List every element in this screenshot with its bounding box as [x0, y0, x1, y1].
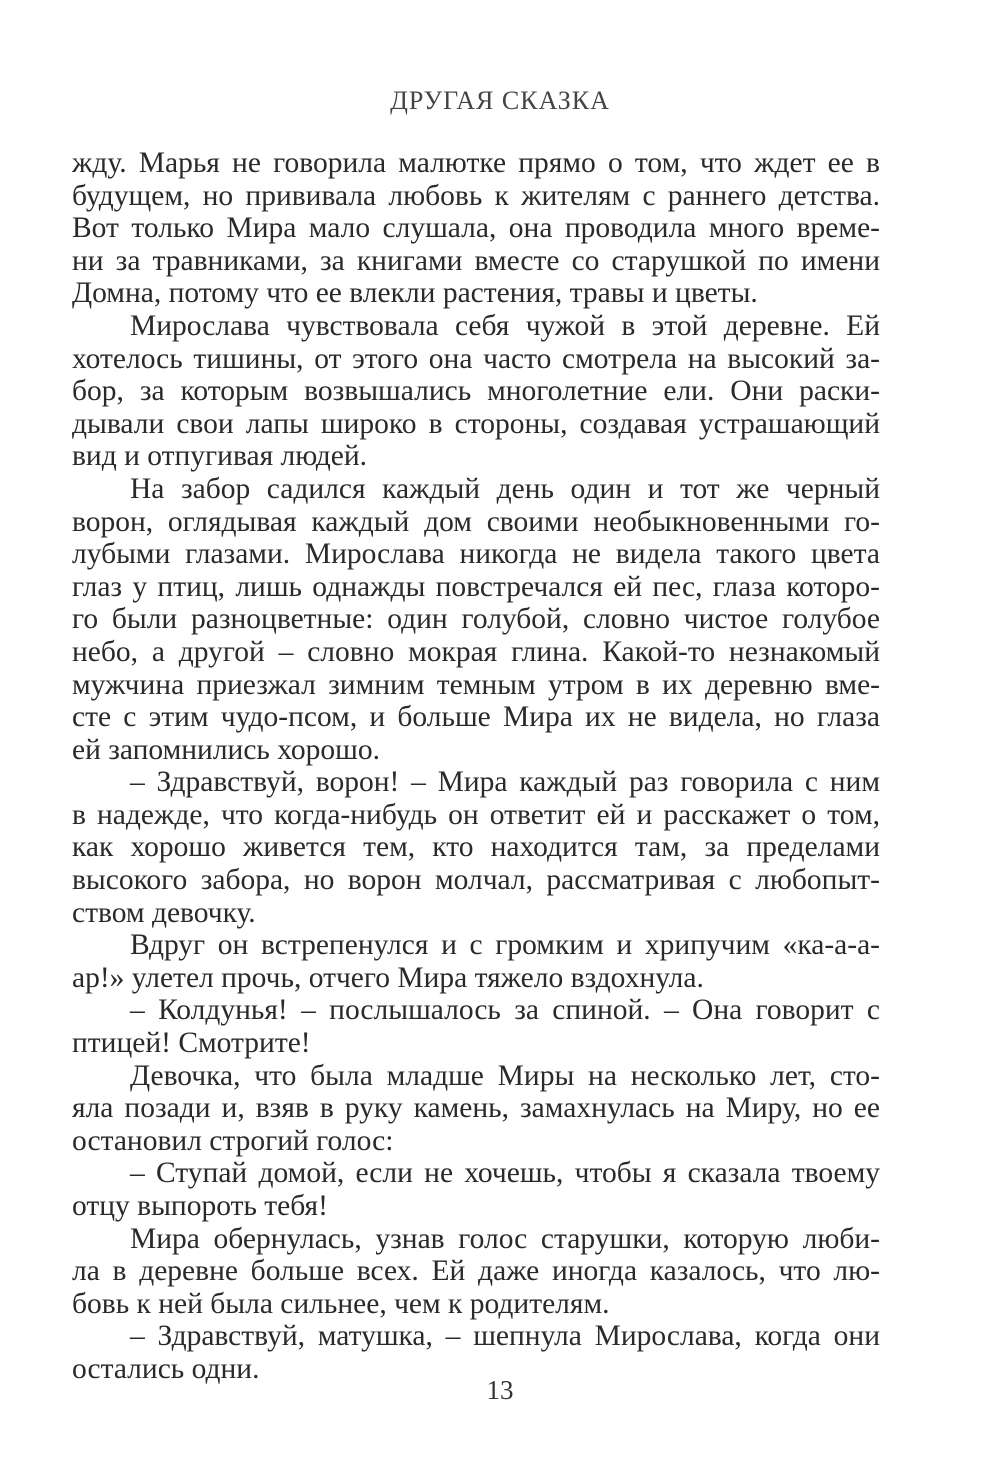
text-line: вид и отпугивая людей.	[72, 440, 368, 473]
text-line: дывали свои лапы широко в стороны, создавая устрашающий	[72, 407, 880, 440]
text-line: На забор садился каждый день один и тот же черный	[130, 472, 880, 505]
text-line: остались одни.	[72, 1352, 260, 1385]
text-line: ни за травниками, за книгами вместе со старушкой по имени	[72, 244, 880, 277]
text-line: ством девочку.	[72, 896, 256, 929]
text-line: будущем, но прививала любовь к жителям с раннего детства.	[72, 179, 880, 212]
text-line: как хорошо живется тем, кто находится там, за пределами	[72, 831, 880, 864]
text-line: глаз у птиц, лишь однажды повстречался ей пес, глаза которо-	[72, 570, 880, 603]
running-head: ДРУГАЯ СКАЗКА	[390, 86, 610, 115]
page-number: 13	[486, 1375, 514, 1405]
text-line: – Колдунья! – послышалось за спиной. – Она говорит с	[130, 994, 880, 1027]
text-line: бовь к ней была сильнее, чем к родителям.	[72, 1287, 610, 1320]
text-line: ей запомнились хорошо.	[72, 733, 380, 766]
text-line: ар!» улетел прочь, отчего Мира тяжело вздохнула.	[72, 961, 704, 994]
text-line: Вот только Мира мало слушала, она проводила много време-	[72, 212, 880, 245]
text-line: – Ступай домой, если не хочешь, чтобы я сказала твоему	[130, 1157, 880, 1190]
text-line: в надежде, что когда-нибудь он ответит ей и расскажет о том,	[72, 798, 880, 831]
text-line: яла позади и, взяв в руку камень, замахнулась на Миру, но ее	[72, 1092, 880, 1125]
text-line: Мира обернулась, узнав голос старушки, которую люби-	[130, 1222, 880, 1255]
text-line: Вдруг он встрепенулся и с громким и хрипучим «ка-а-а-	[130, 929, 880, 962]
text-line: – Здравствуй, матушка, – шепнула Мирослава, когда они	[130, 1320, 880, 1353]
text-line: ворон, оглядывая каждый дом своими необыкновенными го-	[72, 505, 880, 538]
text-line: сте с этим чудо-псом, и больше Мира их не видела, но глаза	[72, 701, 880, 734]
text-line: бор, за которым возвышались многолетние ели. Они раски-	[72, 375, 880, 408]
text-line: жду. Марья не говорила малютке прямо о том, что ждет ее в	[72, 147, 880, 179]
text-line: птицей! Смотрите!	[72, 1027, 311, 1060]
text-line: отцу выпороть тебя!	[72, 1190, 328, 1222]
text-line: высокого забора, но ворон молчал, рассматривая с любопыт-	[72, 864, 880, 897]
text-line: ла в деревне больше всех. Ей даже иногда казалось, что лю-	[72, 1255, 880, 1288]
text-line: хотелось тишины, от этого она часто смотрела на высокий за-	[72, 342, 880, 375]
text-line: Домна, потому что ее влекли растения, травы и цветы.	[72, 277, 758, 310]
text-line: мужчина приезжал зимним темным утром в их деревню вме-	[72, 668, 880, 701]
text-line: остановил строгий голос:	[72, 1124, 394, 1157]
text-line: лубыми глазами. Мирослава никогда не видела такого цвета	[72, 538, 880, 571]
body-text	[72, 147, 880, 1386]
text-line: го были разноцветные: один голубой, словно чистое голубое	[72, 603, 880, 636]
text-line: Мирослава чувствовала себя чужой в этой деревне. Ей	[130, 309, 880, 342]
text-line: – Здравствуй, ворон! – Мира каждый раз говорила с ним	[130, 766, 880, 799]
text-line: Девочка, что была младше Миры на несколько лет, сто-	[130, 1059, 880, 1092]
text-line: небо, а другой – словно мокрая глина. Какой-то незнакомый	[72, 635, 880, 668]
